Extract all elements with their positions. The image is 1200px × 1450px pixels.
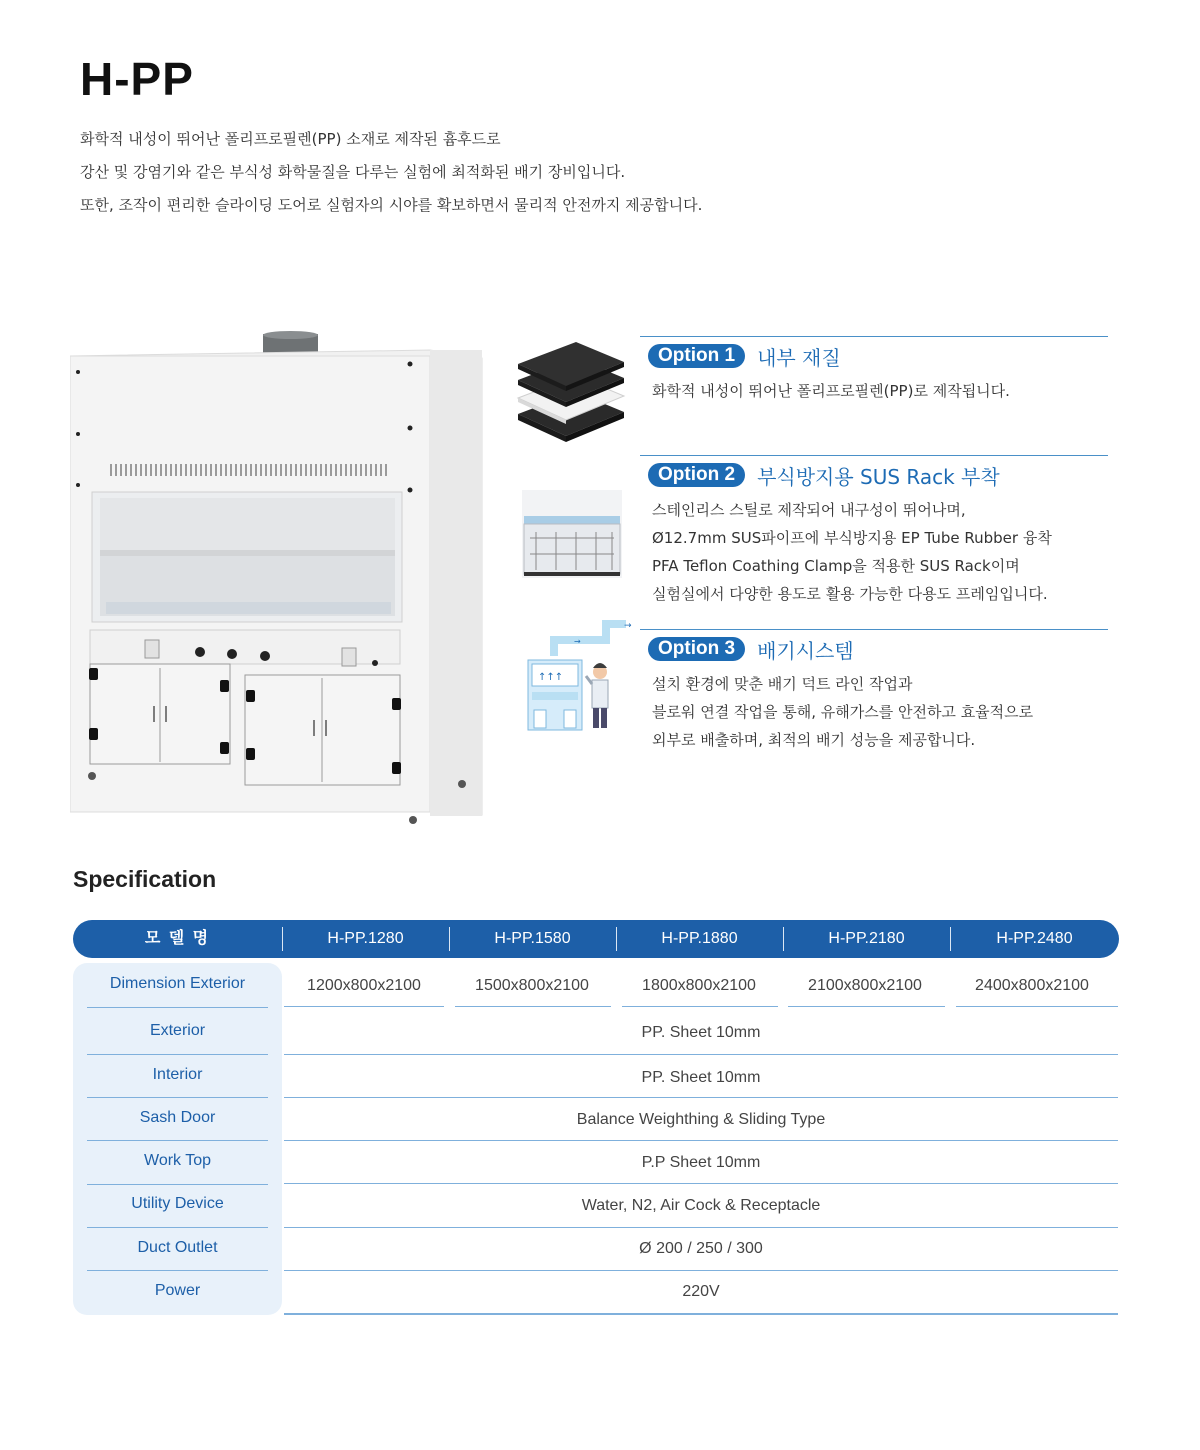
option-text: 실험실에서 다양한 용도로 활용 가능한 다용도 프레임입니다. xyxy=(652,585,1048,603)
row-divider xyxy=(622,1006,778,1007)
spec-header xyxy=(73,920,1119,958)
option-text: 외부로 배출하며, 최적의 배기 성능을 제공합니다. xyxy=(652,731,976,749)
spec-value: P.P Sheet 10mm xyxy=(641,1154,761,1171)
row-divider xyxy=(284,1140,1118,1141)
spec-label: Power xyxy=(154,1282,201,1299)
spec-label: Dimension Exterior xyxy=(109,975,246,992)
dimension-value: 2400x800x2100 xyxy=(975,977,1089,994)
label-divider xyxy=(87,1270,268,1271)
model-header: H-PP.2180 xyxy=(828,930,905,947)
option-badge: Option 3 xyxy=(648,637,745,661)
row-divider xyxy=(284,1313,1118,1315)
intro-text xyxy=(80,128,702,227)
option-divider xyxy=(640,336,1108,337)
model-header: H-PP.1280 xyxy=(327,930,404,947)
spec-value: 220V xyxy=(682,1283,720,1300)
spec-label: Utility Device xyxy=(131,1195,224,1212)
spec-label: Interior xyxy=(152,1066,203,1083)
spec-value: Water, N2, Air Cock & Receptacle xyxy=(581,1197,821,1214)
option-badge: Option 1 xyxy=(648,344,745,368)
option-text: PFA Teflon Coathing Clamp을 적용한 SUS Rack이며 xyxy=(652,557,1020,575)
row-divider xyxy=(788,1006,945,1007)
svg-text:↑↑↑: ↑↑↑ xyxy=(538,672,564,683)
option-title: 배기시스템 xyxy=(757,638,854,663)
spec-value: PP. Sheet 10mm xyxy=(641,1069,761,1086)
spec-label: Work Top xyxy=(144,1152,211,1169)
option-text: 블로워 연결 작업을 통해, 유해가스를 안전하고 효율적으로 xyxy=(652,703,1034,721)
option-text: 설치 환경에 맞춘 배기 덕트 라인 작업과 xyxy=(652,675,913,693)
page-title: H-PP xyxy=(80,53,194,105)
model-header: H-PP.1580 xyxy=(494,930,571,947)
option-title: 부식방지용 SUS Rack 부착 xyxy=(757,464,1000,489)
row-divider xyxy=(284,1183,1118,1184)
spec-value: Ø 200 / 250 / 300 xyxy=(639,1240,763,1257)
row-divider xyxy=(284,1054,1118,1055)
exhaust-system-image xyxy=(526,614,642,732)
row-divider xyxy=(956,1006,1118,1007)
label-divider xyxy=(87,1054,268,1055)
intro-line: 화학적 내성이 뛰어난 폴리프로필렌(PP) 소재로 제작된 흄후드로 xyxy=(80,130,501,148)
row-divider xyxy=(284,1270,1118,1271)
option-title: 내부 재질 xyxy=(757,345,841,370)
dimension-value: 1200x800x2100 xyxy=(307,977,421,994)
dimension-value: 1800x800x2100 xyxy=(642,977,756,994)
pp-material-image xyxy=(514,340,629,445)
label-divider xyxy=(87,1227,268,1228)
fume-hood-image xyxy=(70,330,490,840)
option-text: Ø12.7mm SUS파이프에 부식방지용 EP Tube Rubber 융착 xyxy=(652,529,1052,547)
label-divider xyxy=(87,1140,268,1141)
option-divider xyxy=(640,629,1108,630)
option-badge: Option 2 xyxy=(648,463,745,487)
svg-text:→: → xyxy=(574,637,581,646)
option-divider xyxy=(640,455,1108,456)
intro-line: 강산 및 강염기와 같은 부식성 화학물질을 다루는 실험에 최적화된 배기 장비입니다. xyxy=(80,163,626,181)
label-divider xyxy=(87,1097,268,1098)
option-text: 화학적 내성이 뛰어난 폴리프로필렌(PP)로 제작됩니다. xyxy=(652,382,1010,400)
spec-value: PP. Sheet 10mm xyxy=(641,1024,761,1041)
spec-label: Exterior xyxy=(149,1022,206,1039)
dimension-value: 1500x800x2100 xyxy=(475,977,589,994)
sus-rack-image xyxy=(522,490,622,578)
svg-text:→: → xyxy=(624,621,632,631)
spec-label: Duct Outlet xyxy=(137,1239,218,1256)
spec-title: Specification xyxy=(73,866,217,892)
row-divider xyxy=(284,1006,444,1007)
label-divider xyxy=(87,1007,268,1008)
row-divider xyxy=(455,1006,611,1007)
spec-label: Sash Door xyxy=(139,1109,216,1126)
spec-label-column xyxy=(73,963,282,1315)
option-text: 스테인리스 스틸로 제작되어 내구성이 뛰어나며, xyxy=(652,501,966,519)
spec-value: Balance Weighthing & Sliding Type xyxy=(576,1111,826,1128)
model-header: H-PP.1880 xyxy=(661,930,738,947)
label-divider xyxy=(87,1184,268,1185)
dimension-value: 2100x800x2100 xyxy=(808,977,922,994)
model-header: H-PP.2480 xyxy=(996,930,1073,947)
row-divider xyxy=(284,1097,1118,1098)
model-name-header: 모 델 명 xyxy=(144,930,211,947)
intro-line: 또한, 조작이 편리한 슬라이딩 도어로 실험자의 시야를 확보하면서 물리적 안전까지 제공합니다. xyxy=(80,196,703,214)
row-divider xyxy=(284,1227,1118,1228)
